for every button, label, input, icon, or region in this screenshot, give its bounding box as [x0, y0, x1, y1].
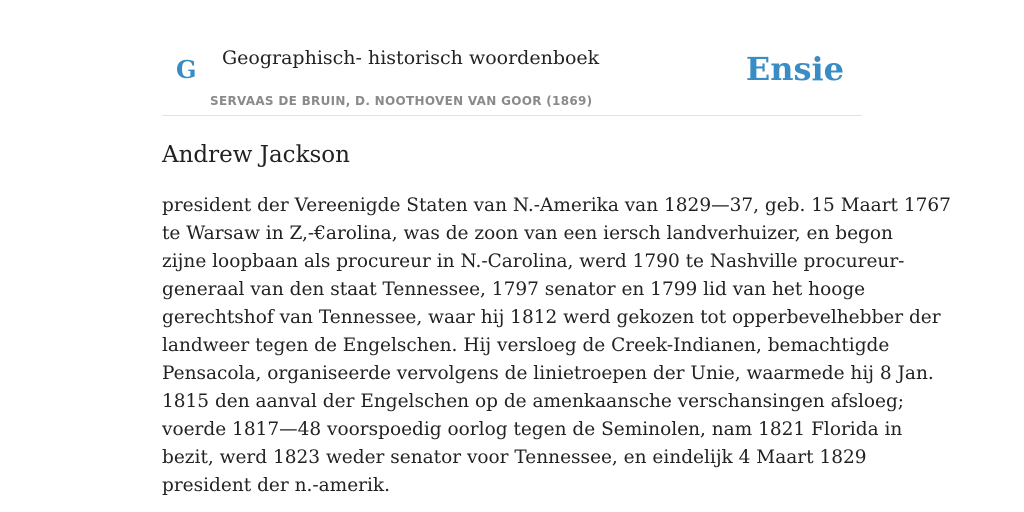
dictionary-header [162, 0, 862, 116]
entry-body [162, 192, 951, 500]
entry-body-line: zijne loopbaan als procureur in N.-Carolina, werd 1790 te Nashville procureur- [162, 251, 905, 272]
entry-body-line: president der Vereenigde Staten van N.-Amerika van 1829—37, geb. 15 Maart 1767 [162, 195, 951, 216]
entry-body-line: 1815 den aanval der Engelschen op de amenkaansche verschansingen afsloeg; [162, 391, 905, 412]
entry-title: Andrew Jackson [162, 142, 350, 168]
entry-body-line: voerde 1817—48 voorspoedig oorlog tegen de Seminolen, nam 1821 Florida in [162, 419, 903, 440]
book-author: SERVAAS DE BRUIN, D. NOOTHOVEN VAN GOOR (1869) [210, 94, 593, 108]
book-title[interactable]: Geographisch- historisch woordenboek [222, 47, 600, 69]
entry-body-line: Pensacola, organiseerde vervolgens de linietroepen der Unie, waarmede hij 8 Jan. [162, 363, 934, 384]
book-initial-icon: G [176, 55, 197, 84]
entry-body-line: president der n.-amerik. [162, 475, 390, 496]
entry-body-line: landweer tegen de Engelschen. Hij versloeg de Creek-Indianen, bemachtigde [162, 335, 890, 356]
entry-body-line: bezit, werd 1823 weder senator voor Tennessee, en eindelijk 4 Maart 1829 [162, 447, 867, 468]
ensie-logo[interactable]: Ensie [745, 50, 844, 88]
entry-body-line: te Warsaw in Z,-€arolina, was de zoon van een iersch landverhuizer, en begon [162, 223, 893, 244]
entry-body-line: generaal van den staat Tennessee, 1797 senator en 1799 lid van het hooge [162, 279, 866, 300]
entry-body-line: gerechtshof van Tennessee, waar hij 1812 werd gekozen tot opperbevelhebber der [162, 307, 941, 328]
